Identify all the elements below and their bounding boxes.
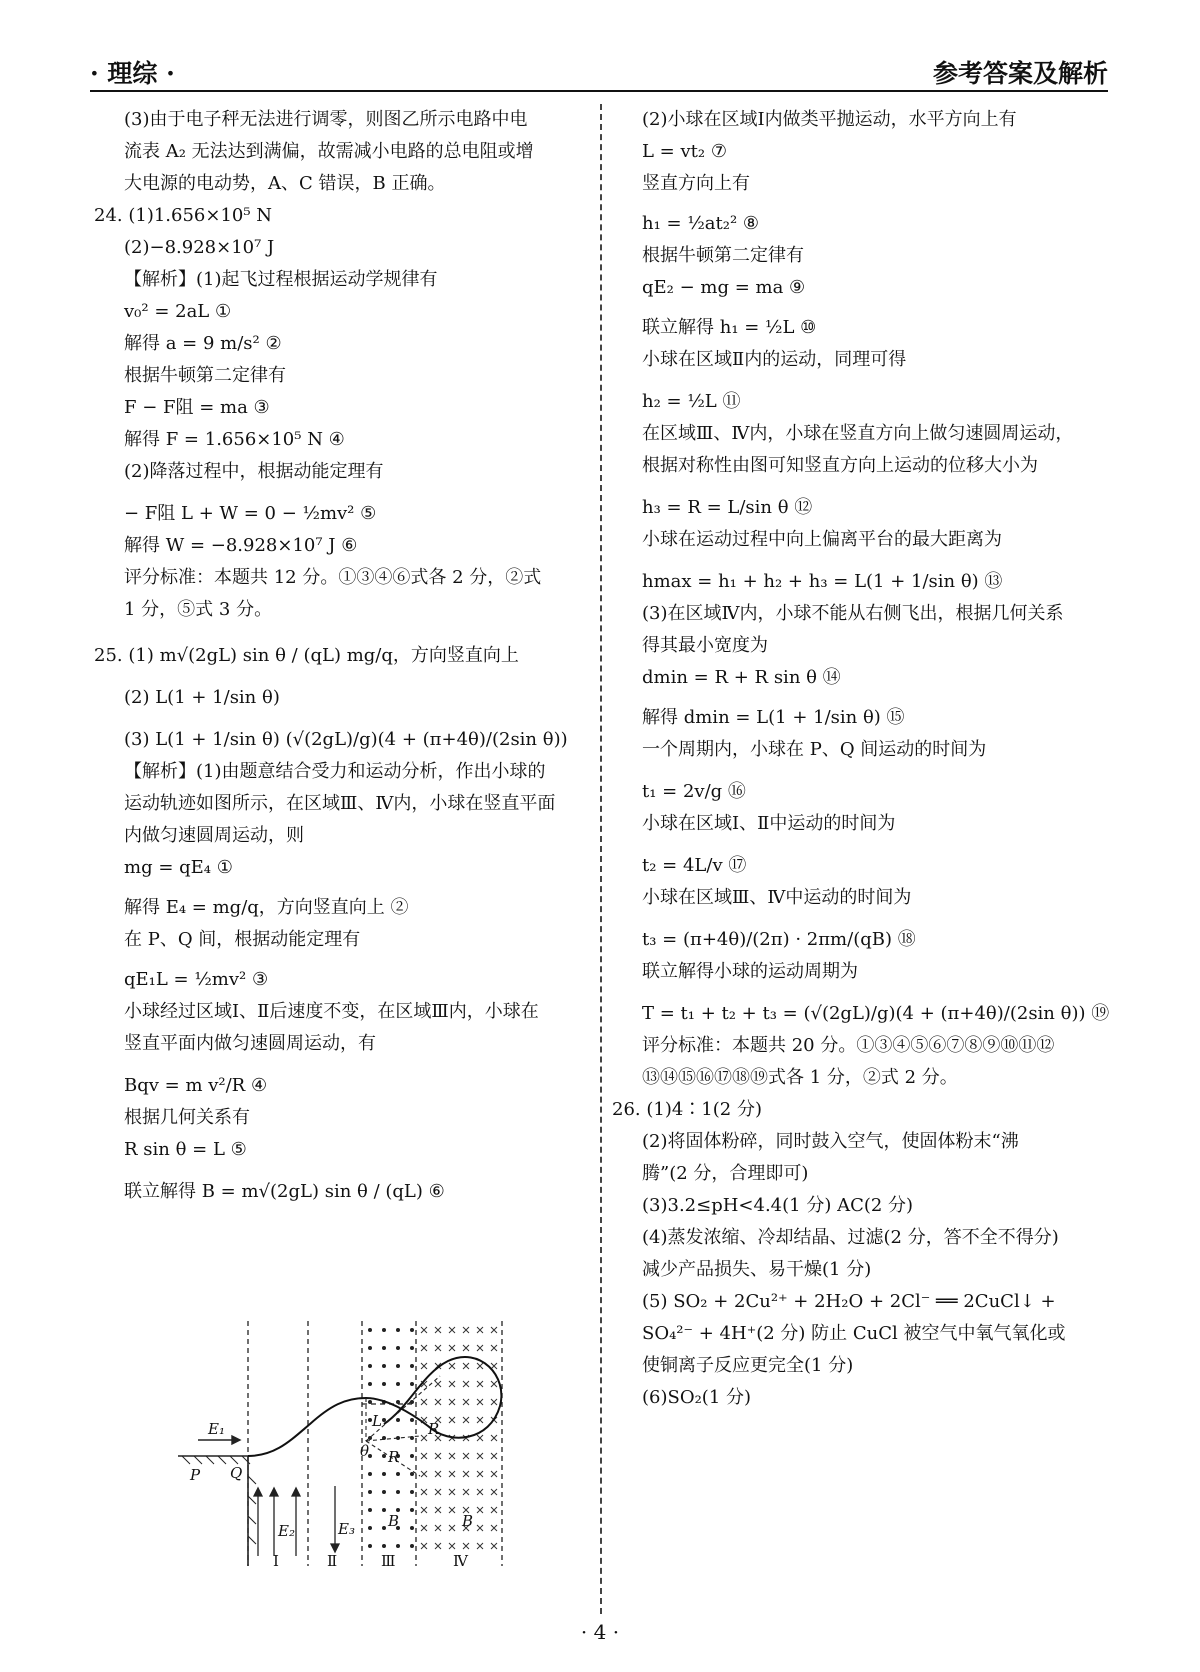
text-line: 减少产品损失、易干燥(1 分) (642, 1259, 872, 1280)
text-line: 使铜离子反应更完全(1 分) (642, 1355, 854, 1376)
text-line: h₁ = ½at₂² ⑧ (642, 213, 760, 234)
text-line: 解得 F = 1.656×10⁵ N ④ (124, 429, 345, 450)
field-cross (491, 1327, 497, 1333)
field-cross (421, 1489, 427, 1495)
label-b1: B (388, 1512, 400, 1530)
field-cross (491, 1525, 497, 1531)
label-region-2: Ⅱ (327, 1552, 338, 1570)
text-line: (3)在区域Ⅳ内，小球不能从右侧飞出，根据几何关系 (642, 603, 1064, 624)
field-cross (477, 1543, 483, 1549)
field-cross (449, 1345, 455, 1351)
field-dot (368, 1472, 372, 1476)
label-theta: θ (360, 1442, 370, 1460)
label-e1: E₁ (208, 1420, 225, 1438)
field-cross (435, 1327, 441, 1333)
field-cross (463, 1363, 469, 1369)
text-line: t₁ = 2v/g ⑯ (642, 781, 746, 802)
field-cross (477, 1507, 483, 1513)
field-dot (410, 1346, 414, 1350)
field-cross (421, 1453, 427, 1459)
text-line: 小球在区域Ⅱ内的运动，同理可得 (642, 349, 907, 370)
field-dot (410, 1526, 414, 1530)
field-cross (421, 1399, 427, 1405)
text-line: qE₁L = ½mv² ③ (124, 969, 269, 990)
text-line: 内做匀速圆周运动，则 (124, 825, 304, 846)
field-cross (477, 1489, 483, 1495)
text-line: 联立解得小球的运动周期为 (642, 961, 858, 982)
field-cross (491, 1507, 497, 1513)
field-cross (491, 1543, 497, 1549)
field-dot (368, 1382, 372, 1386)
text-line: 一个周期内，小球在 P、Q 间运动的时间为 (642, 739, 987, 760)
field-dot (382, 1526, 386, 1530)
field-cross (421, 1471, 427, 1477)
field-dot (410, 1328, 414, 1332)
field-cross (491, 1399, 497, 1405)
field-dot (396, 1346, 400, 1350)
label-r2: R (388, 1448, 400, 1466)
text-line: 评分标准：本题共 20 分。①③④⑤⑥⑦⑧⑨⑩⑪⑫ (642, 1035, 1055, 1056)
text-line: 腾”(2 分，合理即可) (642, 1163, 809, 1184)
field-dot (368, 1364, 372, 1368)
field-cross (435, 1345, 441, 1351)
field-cross (421, 1435, 427, 1441)
field-dot (368, 1400, 372, 1404)
field-dot (368, 1328, 372, 1332)
text-line: 根据牛顿第二定律有 (642, 245, 804, 266)
field-cross (477, 1345, 483, 1351)
field-dot (368, 1526, 372, 1530)
field-dot (396, 1472, 400, 1476)
field-cross (477, 1381, 483, 1387)
field-dot (382, 1418, 386, 1422)
text-line: 26. (1)4∶1(2 分) (612, 1099, 762, 1120)
label-region-4: Ⅳ (453, 1552, 468, 1570)
field-cross (421, 1525, 427, 1531)
label-q: Q (230, 1464, 243, 1482)
text-line: 竖直平面内做匀速圆周运动，有 (124, 1033, 376, 1054)
field-cross (435, 1507, 441, 1513)
field-cross (449, 1327, 455, 1333)
field-dot (410, 1382, 414, 1386)
text-line: 小球在区域Ⅲ、Ⅳ中运动的时间为 (642, 887, 912, 908)
text-line: 竖直方向上有 (642, 173, 750, 194)
label-e3: E₃ (338, 1520, 355, 1538)
e3-arrow (331, 1486, 339, 1552)
label-b2: B (462, 1512, 474, 1530)
field-cross (435, 1399, 441, 1405)
field-dot (368, 1544, 372, 1548)
text-line: 解得 E₄ = mg/q，方向竖直向上 ② (124, 897, 409, 918)
field-dot (396, 1364, 400, 1368)
field-cross (491, 1381, 497, 1387)
field-cross (449, 1363, 455, 1369)
field-cross (449, 1399, 455, 1405)
field-cross (421, 1507, 427, 1513)
subject-label: · 理综 · (90, 59, 175, 88)
column-divider (600, 104, 602, 1614)
field-cross (421, 1327, 427, 1333)
field-cross (491, 1435, 497, 1441)
text-line: (2)降落过程中，根据动能定理有 (124, 461, 384, 482)
text-line: 流表 A₂ 无法达到满偏，故需减小电路的总电阻或增 (124, 141, 534, 162)
page-number: · 4 · (580, 1620, 620, 1644)
field-dot (382, 1508, 386, 1512)
text-line: v₀² = 2aL ① (124, 301, 232, 322)
text-line: F − F阻 = ma ③ (124, 397, 270, 418)
field-cross (491, 1453, 497, 1459)
text-line: (3) L(1 + 1/sin θ) (√(2gL)/g)(4 + (π+4θ)/(2sin θ)) (124, 729, 568, 750)
text-line: dmin = R + R sin θ ⑭ (642, 667, 841, 688)
field-cross (449, 1381, 455, 1387)
field-dot (410, 1490, 414, 1494)
text-line: mg = qE₄ ① (124, 857, 233, 878)
text-line: L = vt₂ ⑦ (642, 141, 727, 162)
text-line: 在 P、Q 间，根据动能定理有 (124, 929, 361, 950)
field-cross (463, 1345, 469, 1351)
text-line: 根据对称性由图可知竖直方向上运动的位移大小为 (642, 455, 1038, 476)
field-dot (396, 1400, 400, 1404)
field-cross (463, 1453, 469, 1459)
text-line: T = t₁ + t₂ + t₃ = (√(2gL)/g)(4 + (π+4θ)/(2sin θ)) ⑲ (642, 1003, 1110, 1024)
field-dot (396, 1382, 400, 1386)
text-line: 解得 W = −8.928×10⁷ J ⑥ (124, 535, 358, 556)
field-dot (382, 1454, 386, 1458)
text-line: 【解析】(1)由题意结合受力和运动分析，作出小球的 (124, 761, 546, 782)
field-cross (477, 1525, 483, 1531)
label-region-3: Ⅲ (381, 1552, 396, 1570)
field-cross (463, 1399, 469, 1405)
text-line: − F阻 L + W = 0 − ½mv² ⑤ (124, 503, 377, 524)
field-cross (463, 1381, 469, 1387)
field-cross (449, 1471, 455, 1477)
field-cross (477, 1399, 483, 1405)
field-cross (477, 1363, 483, 1369)
text-line: Bqv = m v²/R ④ (124, 1075, 268, 1096)
text-line: 小球在区域Ⅰ、Ⅱ中运动的时间为 (642, 813, 896, 834)
text-line: 评分标准：本题共 12 分。①③④⑥式各 2 分，②式 (124, 567, 542, 588)
label-l: L (372, 1412, 382, 1430)
field-dot (382, 1490, 386, 1494)
field-dot (382, 1544, 386, 1548)
field-dot (410, 1544, 414, 1548)
field-dot (382, 1328, 386, 1332)
field-cross (421, 1363, 427, 1369)
text-line: 在区域Ⅲ、Ⅳ内，小球在竖直方向上做匀速圆周运动， (642, 423, 1074, 444)
text-line: R sin θ = L ⑤ (124, 1139, 247, 1160)
field-dot (410, 1454, 414, 1458)
text-line: h₃ = R = L/sin θ ⑫ (642, 497, 813, 518)
text-line: 联立解得 B = m√(2gL) sin θ / (qL) ⑥ (124, 1181, 445, 1202)
text-line: 1 分，⑤式 3 分。 (124, 599, 273, 620)
text-line: ⑬⑭⑮⑯⑰⑱⑲式各 1 分，②式 2 分。 (642, 1067, 958, 1088)
field-cross (491, 1363, 497, 1369)
field-dot (396, 1490, 400, 1494)
field-dot (368, 1508, 372, 1512)
field-dot (382, 1472, 386, 1476)
field-dot (410, 1364, 414, 1368)
field-cross (435, 1381, 441, 1387)
text-line: t₂ = 4L/v ⑰ (642, 855, 747, 876)
text-line: 根据牛顿第二定律有 (124, 365, 286, 386)
text-line: SO₄²⁻ + 4H⁺(2 分) 防止 CuCl 被空气中氧气氧化或 (642, 1323, 1066, 1344)
text-line: (6)SO₂(1 分) (642, 1387, 752, 1408)
header-rule (90, 90, 1108, 92)
field-dot (382, 1346, 386, 1350)
text-line: 根据几何关系有 (124, 1107, 250, 1128)
field-dot (396, 1544, 400, 1548)
field-cross (477, 1327, 483, 1333)
text-line: (2)−8.928×10⁷ J (124, 237, 275, 258)
text-line: 解得 a = 9 m/s² ② (124, 333, 282, 354)
field-cross (435, 1489, 441, 1495)
text-line: 联立解得 h₁ = ½L ⑩ (642, 317, 817, 338)
text-line: hmax = h₁ + h₂ + h₃ = L(1 + 1/sin θ) ⑬ (642, 571, 1003, 592)
text-line: 小球在运动过程中向上偏离平台的最大距离为 (642, 529, 1002, 550)
text-line: (2)小球在区域Ⅰ内做类平抛运动，水平方向上有 (642, 109, 1017, 130)
text-line: (5) SO₂ + 2Cu²⁺ + 2H₂O + 2Cl⁻ ══ 2CuCl↓ + (642, 1291, 1056, 1312)
field-dot (396, 1418, 400, 1422)
header-title: 参考答案及解析 (932, 59, 1108, 88)
field-cross (463, 1489, 469, 1495)
text-line: 24. (1)1.656×10⁵ N (94, 205, 273, 226)
field-cross (449, 1489, 455, 1495)
field-dot (396, 1328, 400, 1332)
field-cross (449, 1543, 455, 1549)
label-e2: E₂ (278, 1522, 295, 1540)
field-cross (435, 1453, 441, 1459)
text-line: (3)由于电子秤无法进行调零，则图乙所示电路中电 (124, 109, 528, 130)
field-cross (435, 1525, 441, 1531)
text-line: (2)将固体粉碎，同时鼓入空气，使固体粉末“沸 (642, 1131, 1019, 1152)
field-cross (477, 1435, 483, 1441)
field-cross (463, 1543, 469, 1549)
field-dot (410, 1418, 414, 1422)
field-cross (421, 1543, 427, 1549)
text-line: (4)蒸发浓缩、冷却结晶、过滤(2 分，答不全不得分) (642, 1227, 1059, 1248)
field-cross (435, 1543, 441, 1549)
field-cross (477, 1471, 483, 1477)
text-line: (2) L(1 + 1/sin θ) (124, 687, 280, 708)
field-cross (477, 1417, 483, 1423)
field-cross (421, 1345, 427, 1351)
text-line: 25. (1) m√(2gL) sin θ / (qL) mg/q，方向竖直向上 (94, 645, 519, 666)
field-cross (449, 1507, 455, 1513)
field-cross (449, 1417, 455, 1423)
field-dot (410, 1508, 414, 1512)
text-line: (3)3.2≤pH<4.4(1 分) AC(2 分) (642, 1195, 914, 1216)
text-line: 【解析】(1)起飞过程根据运动学规律有 (124, 269, 438, 290)
text-line: 得其最小宽度为 (642, 635, 768, 656)
field-cross (449, 1453, 455, 1459)
page-header (90, 48, 1108, 88)
field-dot (382, 1382, 386, 1386)
field-cross (463, 1327, 469, 1333)
field-cross (491, 1345, 497, 1351)
text-line: 小球经过区域Ⅰ、Ⅱ后速度不变，在区域Ⅲ内，小球在 (124, 1001, 539, 1022)
field-dot (410, 1472, 414, 1476)
motion-figure (170, 1316, 570, 1570)
field-cross (449, 1525, 455, 1531)
label-p: P (190, 1466, 201, 1484)
text-line: 运动轨迹如图所示，在区域Ⅲ、Ⅳ内，小球在竖直平面 (124, 793, 556, 814)
field-cross (463, 1417, 469, 1423)
text-line: t₃ = (π+4θ)/(2π) · 2πm/(qB) ⑱ (642, 929, 916, 950)
field-cross (435, 1471, 441, 1477)
text-line: qE₂ − mg = ma ⑨ (642, 277, 806, 298)
field-dot (368, 1346, 372, 1350)
right-column (612, 104, 1110, 1414)
field-dot (368, 1490, 372, 1494)
left-column (94, 104, 592, 1208)
field-cross (491, 1471, 497, 1477)
field-cross (463, 1471, 469, 1477)
field-cross (491, 1489, 497, 1495)
label-region-1: Ⅰ (273, 1552, 279, 1570)
field-dot (382, 1364, 386, 1368)
text-line: 解得 dmin = L(1 + 1/sin θ) ⑮ (642, 707, 905, 728)
text-line: h₂ = ½L ⑪ (642, 391, 741, 412)
field-cross (477, 1453, 483, 1459)
text-line: 大电源的电动势，A、C 错误，B 正确。 (124, 173, 446, 194)
label-r1: R (428, 1420, 440, 1438)
